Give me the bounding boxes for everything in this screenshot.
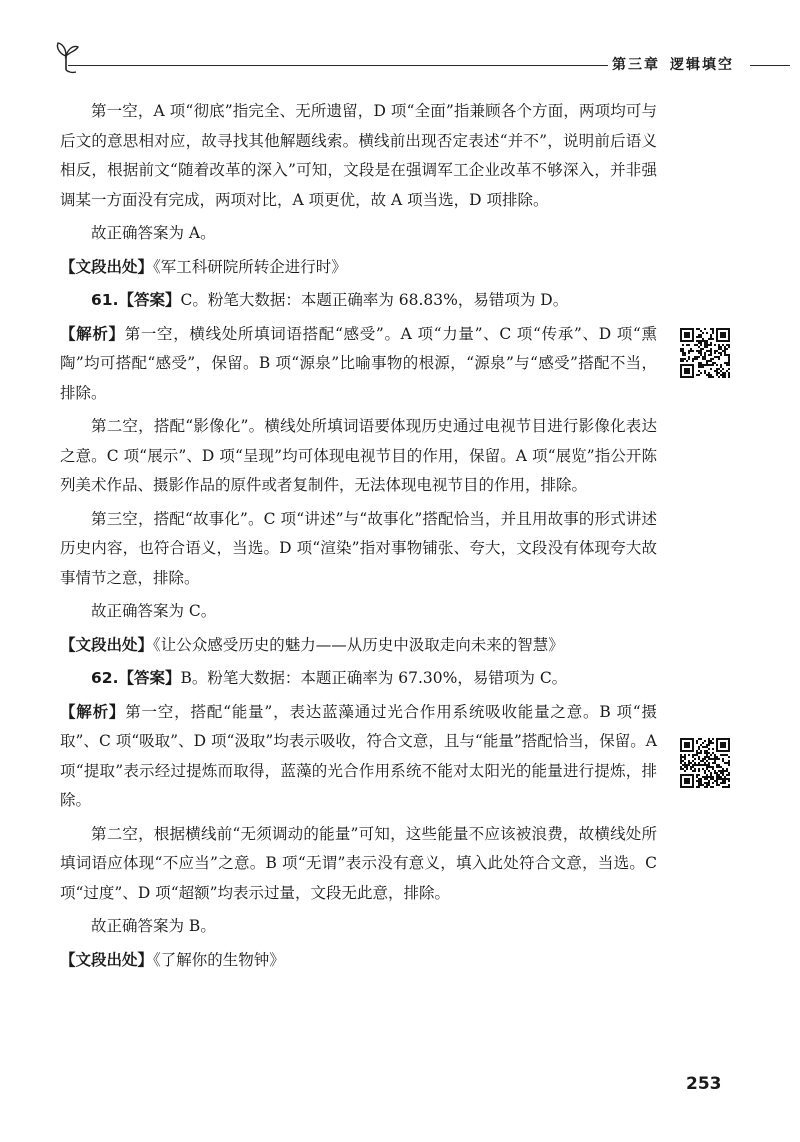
analysis-paragraph: [60, 320, 657, 409]
qr-code-icon[interactable]: [680, 738, 730, 788]
analysis-label: 【解析】: [60, 702, 126, 721]
qr-code-icon[interactable]: [680, 328, 730, 378]
paragraph-text: 第一空，A 项“彻底”指完全、无所遗留，D 项“全面”指兼顾各个方面，两项均可与后文的意思相对应，故寻找其他解题线索。横线前出现否定表述“并不”，说明前后语义相反，根据前文“随着改革的深入”可知，文段是在强调军工企业改革不够深入，并非强调某一方面没有完成，两项对比，A 项更优，故 A 项当选，D 项排除。: [60, 102, 657, 209]
source-citation: [60, 631, 657, 661]
sprout-icon: [52, 40, 80, 74]
paragraph-text: 故正确答案为 C。: [91, 602, 217, 620]
paragraph-text: 第二空，根据横线前“无须调动的能量”可知，这些能量不应该被浪费，故横线处所填词语应体现“不应当”之意。B 项“无谓”表示没有意义，填入此处符合文意，当选。C 项“过度”、D 项“超额”均表示过量，文段无此意，排除。: [60, 824, 657, 902]
answer-text: C。粉笔大数据：本题正确率为 68.83%，易错项为 D。: [180, 291, 569, 309]
paragraph-text: 第一空，横线处所填词语搭配“感受”。A 项“力量”、C 项“传承”、D 项“熏陶”均可搭配“感受”，保留。B 项“源泉”比喻事物的根源，“源泉”与“感受”搭配不当，排除。: [60, 324, 657, 402]
source-label: 【文段出处】: [60, 950, 154, 969]
answer-text: B。粉笔大数据：本题正确率为 67.30%，易错项为 C。: [180, 669, 568, 687]
source-citation: [60, 946, 657, 976]
chapter-title: [612, 54, 752, 74]
source-label: 【文段出处】: [60, 257, 154, 276]
section-title: 逻辑填空: [670, 57, 734, 73]
paragraph: [60, 219, 657, 249]
source-title: 《让公众感受历史的魅力——从历史中汲取走向未来的智慧》: [153, 635, 564, 654]
answer-label: 62.【答案】: [91, 669, 181, 687]
paragraph: [60, 412, 657, 501]
paragraph: [60, 820, 657, 909]
paragraph: [60, 912, 657, 942]
answer-line: [60, 286, 657, 316]
analysis-paragraph: [60, 698, 657, 816]
source-title: 《了解你的生物钟》: [153, 950, 285, 969]
paragraph-text: 故正确答案为 A。: [91, 224, 216, 242]
paragraph-text: 第一空，搭配“能量”，表达蓝藻通过光合作用系统吸收能量之意。B 项“摄取”、C 项“吸取”、D 项“汲取”均表示吸收，符合文意，且与“能量”搭配恰当，保留。A 项“提取”表示经过提炼而取得，蓝藻的光合作用系统不能对太阳光的能量进行提炼，排除。: [60, 702, 657, 809]
main-text: [60, 97, 657, 979]
chapter-number: 第三章: [612, 57, 660, 73]
source-citation: [60, 253, 657, 283]
running-header: [52, 40, 787, 80]
paragraph-text: 故正确答案为 B。: [91, 917, 216, 935]
header-rule-left: [68, 65, 608, 66]
paragraph: [60, 597, 657, 627]
paragraph: [60, 97, 657, 215]
answer-line: [60, 664, 657, 694]
source-title: 《军工科研院所转企进行时》: [153, 257, 347, 276]
analysis-label: 【解析】: [60, 324, 125, 343]
paragraph-text: 第三空，搭配“故事化”。C 项“讲述”与“故事化”搭配恰当，并且用故事的形式讲述历史内容，也符合语义，当选。D 项“渲染”指对事物铺张、夸大，文段没有体现夸大故事情节之意，排除。: [60, 509, 657, 587]
paragraph: [60, 505, 657, 594]
page-number: 253: [686, 1074, 722, 1094]
paragraph-text: 第二空，搭配“影像化”。横线处所填词语要体现历史通过电视节目进行影像化表达之意。C 项“展示”、D 项“呈现”均可体现电视节目的作用，保留。A 项“展览”指公开陈列美术作品、摄影作品的原件或者复制件，无法体现电视节目的作用，排除。: [60, 417, 657, 494]
answer-label: 61.【答案】: [91, 291, 181, 309]
source-label: 【文段出处】: [60, 635, 154, 654]
header-rule-right: [750, 65, 790, 66]
